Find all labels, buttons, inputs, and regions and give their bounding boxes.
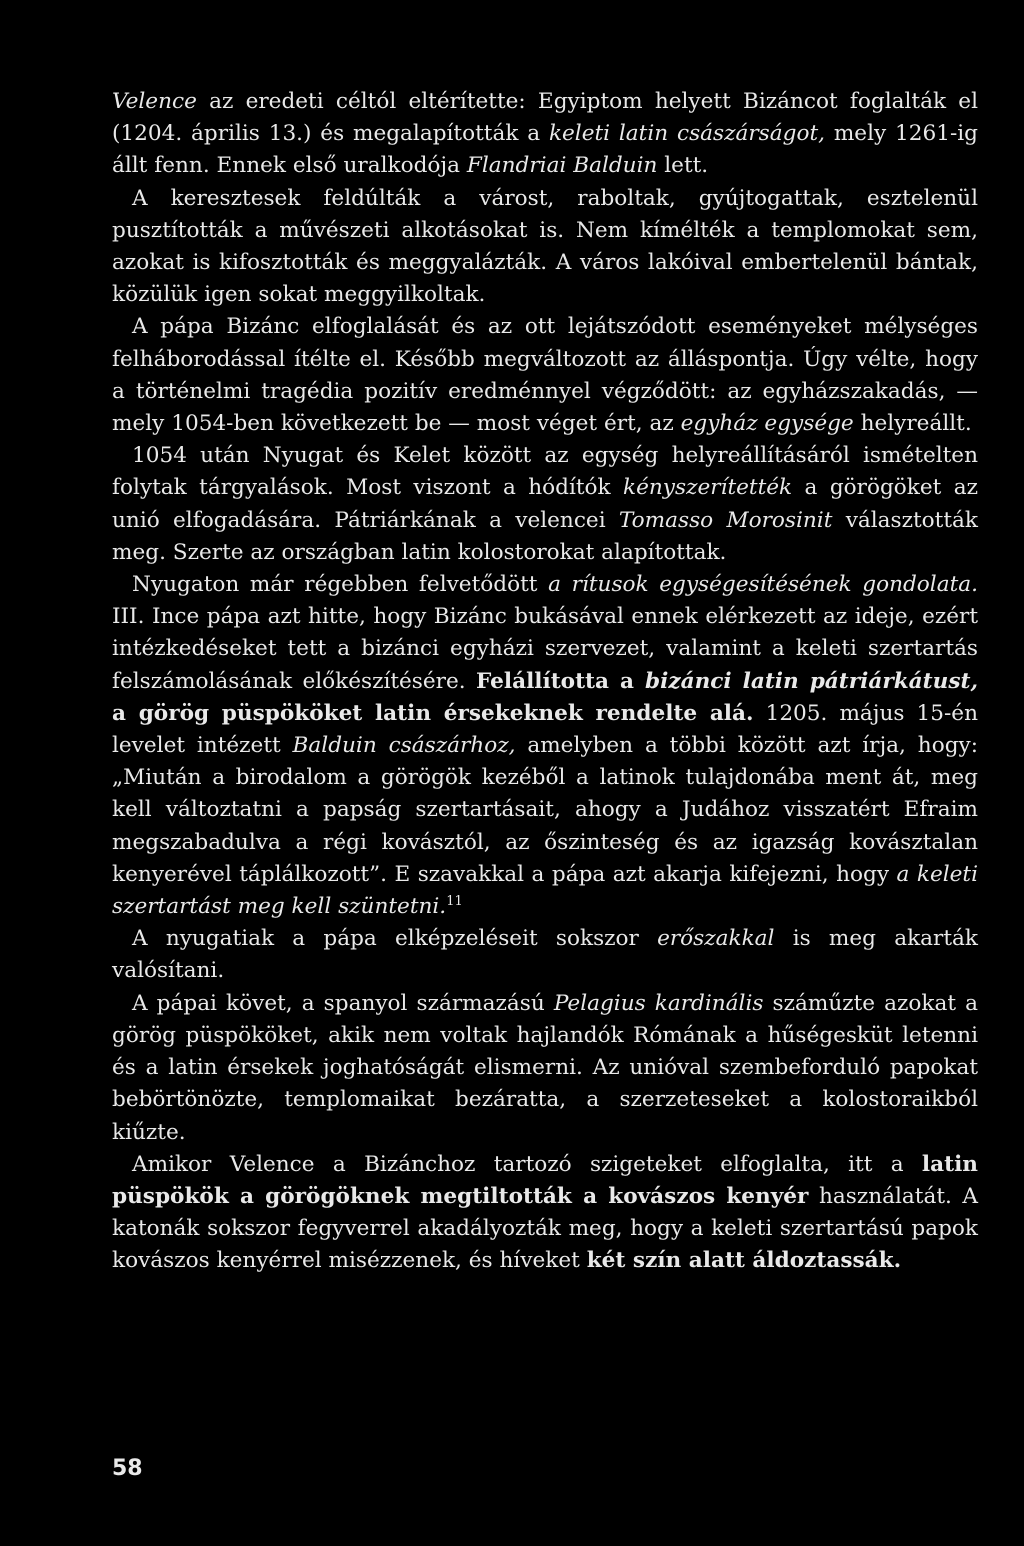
paragraph xyxy=(112,923,978,987)
text-run: Felállította a xyxy=(476,668,646,694)
text-run: A pápa Bizánc elfoglalását és az ott lejátszódott eseményeket mélységes felháborodással ítélte el. Később megváltozott az álláspontja. Úgy vélte, hogy a történelmi tragédia pozitív eredménnyel végződött: az egyházszakadás, — mely 1054-ben következett be — most véget ért, az xyxy=(112,314,978,437)
text-run: két szín alatt áldoztassák. xyxy=(586,1248,902,1274)
text-run: Flandriai Balduin xyxy=(466,153,658,179)
text-run: mely 1261-ig állt fenn. Ennek első uralkodója xyxy=(112,121,978,179)
text-run: latin püspökök a görögöknek megtiltották a kovászos kenyér xyxy=(112,1151,978,1209)
text-run: 1205. május 15-én levelet intézett xyxy=(112,700,978,759)
text-run: egyház egysége xyxy=(680,411,854,437)
text-run: Pelagius kardinális xyxy=(553,990,764,1016)
text-run: az eredeti céltól eltérítette: Egyiptom helyett Bizáncot foglalták el (1204. április 13.) és megalapították a xyxy=(112,89,978,147)
text-run: A pápai követ, a spanyol származású xyxy=(132,990,554,1016)
text-run: bizánci latin pátriárkátust, xyxy=(645,668,978,694)
text-run: is meg akarták valósítani. xyxy=(112,926,979,984)
text-run: a rítusok egységesítésének gondolata. xyxy=(548,572,978,598)
text-run: kényszerítették xyxy=(623,475,793,501)
text-run: A keresztesek feldúlták a várost, raboltak, gyújtogattak, esztelenül pusztították a művészeti alkotásokat is. Nem kímélték a templomokat sem, azokat is kifosztották és meggyalázták. A város lakóival embertelenül bántak, közülük igen sokat meggyilkoltak. xyxy=(112,185,978,308)
paragraph xyxy=(112,569,978,923)
text-run: A nyugatiak a pápa elképzeléseit sokszor xyxy=(132,926,658,952)
text-run: a görögöket az unió elfogadására. Pátriárkának a velencei xyxy=(112,475,978,533)
paragraph xyxy=(112,1149,978,1278)
paragraph xyxy=(112,86,978,183)
text-run: helyreállt. xyxy=(853,411,972,437)
text-run: Amikor Velence a Bizánchoz tartozó szigeteket elfoglalta, itt a xyxy=(132,1151,922,1177)
text-run: a keleti szertartást meg kell szüntetni. xyxy=(112,861,978,920)
footnote-ref: 11 xyxy=(446,893,463,909)
paragraph xyxy=(112,183,978,312)
text-run: a görög püspököket latin érsekeknek rendelte alá. xyxy=(112,700,754,726)
paragraph xyxy=(112,311,978,440)
document-body xyxy=(112,86,978,1278)
text-run: keleti latin császárságot, xyxy=(548,121,826,147)
text-run: erőszakkal xyxy=(657,926,775,952)
text-run: lett. xyxy=(657,153,709,179)
text-run: amelyben a többi között azt írja, hogy: „Miután a birodalom a görögök kezéből a latinok tulajdonába ment át, meg kell változtatni a papság szertartásait, ahogy a Judához visszatért Efraim megszabadulva a régi kovásztól, az őszinteség és az igazság kovásztalan kenyerével táplálkozott”. E szavakkal a pápa azt akarja kifejezni, hogy xyxy=(112,733,978,887)
page-number: 58 xyxy=(112,1456,143,1481)
text-run: választották meg. Szerte az országban latin kolostorokat alapítottak. xyxy=(112,507,978,565)
text-run: Velence xyxy=(112,89,197,114)
text-run: száműzte azokat a görög püspököket, akik nem voltak hajlandók Rómának a hűségesküt letenni és a latin érsekek joghatóságát elismerni. Az unióval szembeforduló papokat bebörtönözte, templomaikat bezáratta, a szerzeteseket a kolostoraikból kiűzte. xyxy=(112,990,979,1145)
text-run: Balduin császárhoz, xyxy=(292,733,516,759)
paragraph xyxy=(112,440,978,569)
text-run: Tomasso Morosinit xyxy=(618,507,833,533)
text-run: Nyugaton már régebben felvetődött xyxy=(132,572,549,598)
text-run: III. Ince pápa azt hitte, hogy Bizánc bukásával ennek elérkezett az ideje, ezért intézkedéseket tett a bizánci egyházi szervezet, valamint a keleti szertartás felszámolásának előkészítésére. xyxy=(112,604,978,694)
paragraph xyxy=(112,988,978,1149)
text-run: 1054 után Nyugat és Kelet között az egység helyreállításáról ismételten folytak tárgyalások. Most viszont a hódítók xyxy=(112,443,978,501)
text-run: használatát. A katonák sokszor fegyverrel akadályozták meg, hogy a keleti szertartású papok kovászos kenyérrel misézzenek, és híveket xyxy=(112,1183,979,1274)
